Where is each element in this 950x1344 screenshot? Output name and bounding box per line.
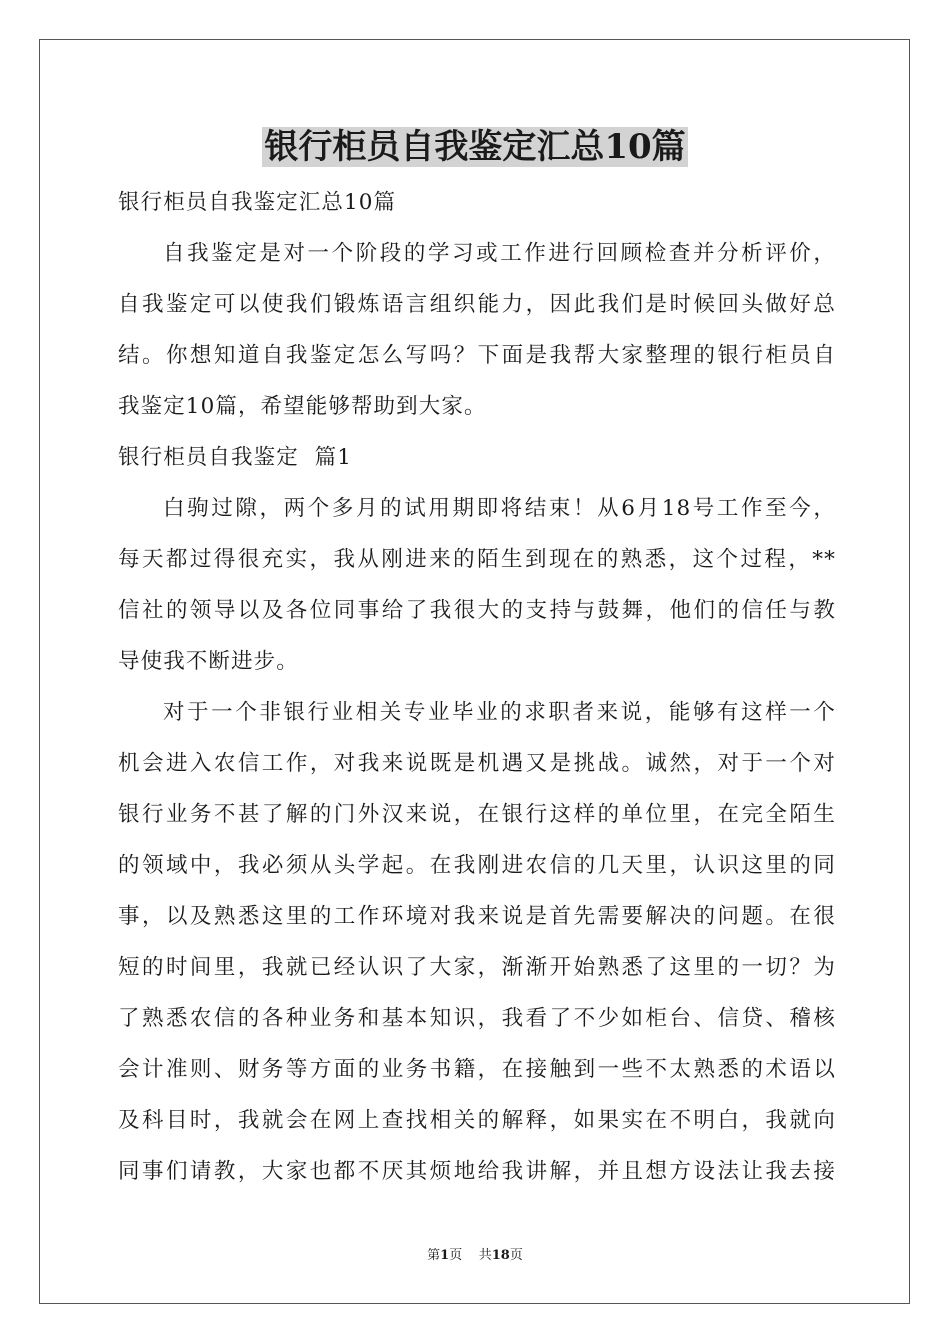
- text-line: 短的时间里，我就已经认识了大家，渐渐开始熟悉了这里的一切？为: [118, 955, 836, 980]
- text-line: 信社的领导以及各位同事给了我很大的支持与鼓舞，他们的信任与教: [118, 598, 836, 623]
- text-line: 导使我不断进步。: [118, 649, 299, 674]
- document-title: [0, 124, 950, 170]
- total-suffix: 页: [509, 1248, 523, 1263]
- text-line: 的领域中，我必须从头学起。在我刚进农信的几天里，认识这里的同: [118, 853, 836, 878]
- document-subtitle: 银行柜员自我鉴定汇总10篇: [118, 190, 397, 215]
- text-line: 白驹过隙，两个多月的试用期即将结束！从6月18号工作至今，: [163, 496, 836, 521]
- page-footer: [0, 1246, 950, 1266]
- page-total: 18: [491, 1248, 510, 1263]
- body-paragraph-1: [118, 483, 836, 687]
- text-line: 自我鉴定是对一个阶段的学习或工作进行回顾检查并分析评价，: [163, 241, 836, 266]
- text-line: 同事们请教，大家也都不厌其烦地给我讲解，并且想方设法让我去接: [118, 1159, 836, 1184]
- total-prefix: 共: [478, 1248, 492, 1263]
- page-suffix: 页: [449, 1248, 463, 1263]
- text-line: 及科目时，我就会在网上查找相关的解释，如果实在不明白，我就向: [118, 1108, 836, 1133]
- text-line: 机会进入农信工作，对我来说既是机遇又是挑战。诚然，对于一个对: [118, 751, 836, 776]
- text-line: 了熟悉农信的各种业务和基本知识，我看了不少如柜台、信贷、稽核: [118, 1006, 836, 1031]
- document-body: [118, 177, 836, 1197]
- text-line: 每天都过得很充实，我从刚进来的陌生到现在的熟悉，这个过程，**: [118, 547, 836, 572]
- text-line: 自我鉴定可以使我们锻炼语言组织能力，因此我们是时候回头做好总: [118, 292, 836, 317]
- text-line: 事，以及熟悉这里的工作环境对我来说是首先需要解决的问题。在很: [118, 904, 836, 929]
- page-prefix: 第: [427, 1248, 441, 1263]
- document-title-text: 银行柜员自我鉴定汇总10篇: [264, 127, 686, 167]
- text-line: 对于一个非银行业相关专业毕业的求职者来说，能够有这样一个: [163, 700, 836, 725]
- text-line: 银行业务不甚了解的门外汉来说，在银行这样的单位里，在完全陌生: [118, 802, 836, 827]
- text-line: 我鉴定10篇，希望能够帮助到大家。: [118, 394, 487, 419]
- page-current: 1: [440, 1248, 450, 1263]
- section-heading: 银行柜员自我鉴定 篇1: [118, 445, 353, 470]
- body-paragraph-2: [118, 687, 836, 1197]
- text-line: 结。你想知道自我鉴定怎么写吗？下面是我帮大家整理的银行柜员自: [118, 343, 836, 368]
- text-line: 会计准则、财务等方面的业务书籍，在接触到一些不太熟悉的术语以: [118, 1057, 836, 1082]
- intro-paragraph: [118, 228, 836, 432]
